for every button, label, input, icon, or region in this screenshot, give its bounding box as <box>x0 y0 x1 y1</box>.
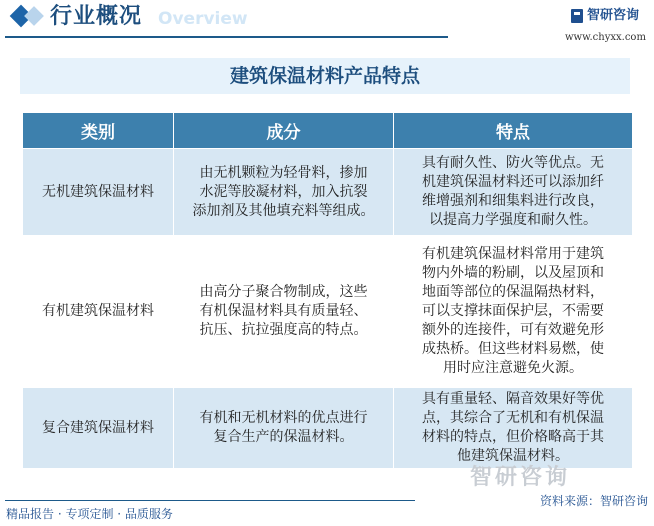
composition-cell: 有机和无机材料的优点进行 复合生产的保温材料。 <box>174 388 394 469</box>
diamond-icon <box>24 6 44 26</box>
table-row <box>23 388 633 469</box>
features-cell: 有机建筑保温材料常用于建筑 物内外墙的粉刷，以及屋顶和 地面等部位的保温隔热材料， 可以支撑抹面保护层，不需要 额外的连接件，可有效避免形 成热桥。但这些材料易燃，使 用时应注意避免火源。 <box>394 236 633 388</box>
logo-icon <box>571 9 583 23</box>
header-subtitle: Overview <box>158 9 248 29</box>
column-header: 类别 <box>23 113 174 149</box>
footer-slogan: 精品报告 · 专项定制 · 品质服务 <box>6 507 173 521</box>
table-row <box>23 236 633 388</box>
watermark: 智研咨询 <box>470 465 571 490</box>
site-url: www.chyxx.com <box>565 32 646 43</box>
category-cell: 复合建筑保温材料 <box>23 388 174 469</box>
column-header: 成分 <box>174 113 394 149</box>
features-table <box>22 112 633 469</box>
features-cell: 具有耐久性、防火等优点。无 机建筑保温材料还可以添加纤 维增强剂和细集料进行改良， 以提高力学强度和耐久性。 <box>394 149 633 236</box>
composition-cell: 由无机颗粒为轻骨料，掺加 水泥等胶凝材料，加入抗裂 添加剂及其他填充料等组成。 <box>174 149 394 236</box>
logo <box>571 8 639 24</box>
table-title: 建筑保温材料产品特点 <box>20 58 630 94</box>
logo-text: 智研咨询 <box>587 8 640 23</box>
column-header: 特点 <box>394 113 633 149</box>
features-cell: 具有重量轻、隔音效果好等优 点，其综合了无机和有机保温 材料的特点，但价格略高于其 他建筑保温材料。 <box>394 388 633 469</box>
header-title: 行业概况 <box>50 4 143 29</box>
footer-divider <box>5 500 415 501</box>
category-cell: 无机建筑保温材料 <box>23 149 174 236</box>
source-note: 资料来源：智研咨询 <box>539 494 648 508</box>
table-header <box>23 113 633 149</box>
category-cell: 有机建筑保温材料 <box>23 236 174 388</box>
header-divider <box>5 36 448 38</box>
table-row <box>23 149 633 236</box>
composition-cell: 由高分子聚合物制成，这些 有机保温材料具有质量轻、 抗压、抗拉强度高的特点。 <box>174 236 394 388</box>
